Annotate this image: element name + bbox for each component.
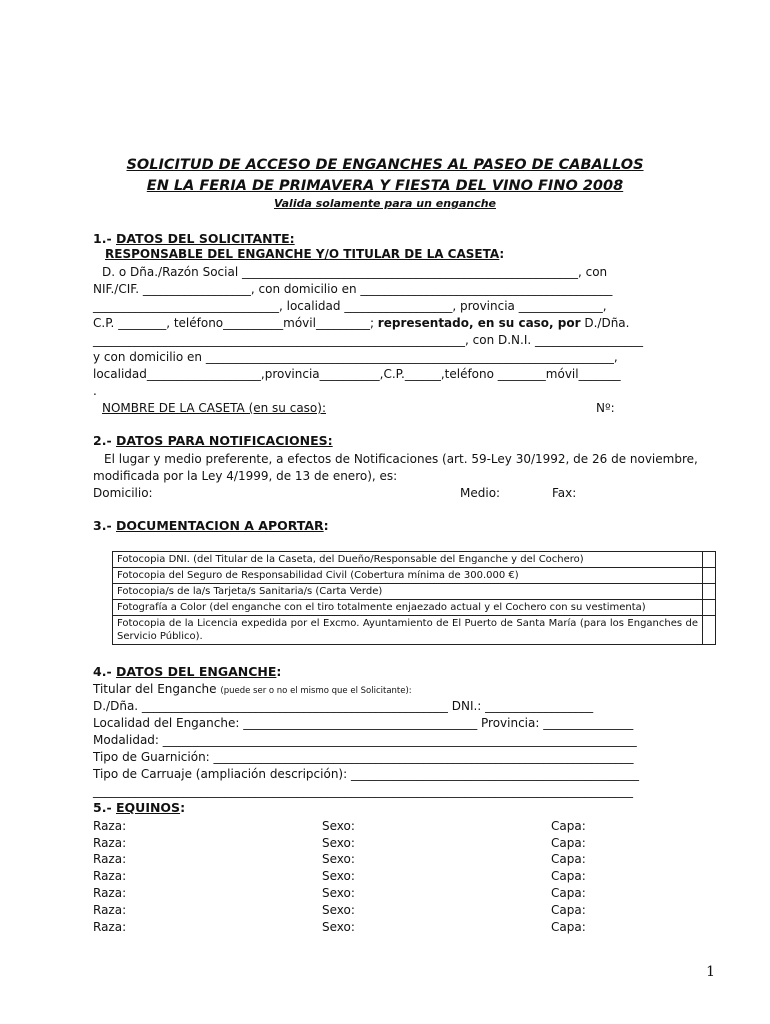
section-4-title: DATOS DEL ENGANCHE xyxy=(116,664,277,679)
section-2-title: DATOS PARA NOTIFICACIONES: xyxy=(116,433,333,448)
document-checkbox[interactable] xyxy=(703,552,716,568)
representado-label: representado, en su caso, por xyxy=(377,316,581,330)
domicilio-label: Domicilio: xyxy=(93,486,153,500)
equino-sexo: Sexo: xyxy=(322,836,355,850)
equino-capa: Capa: xyxy=(551,869,586,883)
equino-capa: Capa: xyxy=(551,852,586,866)
document-checkbox[interactable] xyxy=(703,600,716,616)
section-4-heading: 4.- DATOS DEL ENGANCHE: xyxy=(93,664,282,679)
dot-line: . xyxy=(93,384,97,398)
titular-note: (puede ser o no el mismo que el Solicitante): xyxy=(220,686,412,696)
section-1-heading xyxy=(93,231,295,246)
section-2-heading xyxy=(93,433,333,448)
equino-capa: Capa: xyxy=(551,920,586,934)
section-1-number: 1.- xyxy=(93,231,112,246)
equino-sexo: Sexo: xyxy=(322,886,355,900)
enganche-dna-line: D./Dña. ___________________________________________________ DNI.: __________________ xyxy=(93,699,594,713)
equino-capa: Capa: xyxy=(551,819,586,833)
equino-sexo: Sexo: xyxy=(322,852,355,866)
section-1-title: DATOS DEL SOLICITANTE: xyxy=(116,231,295,246)
document-item: Fotocopia del Seguro de Responsabilidad Civil (Cobertura mínima de 300.000 €) xyxy=(113,568,703,584)
solicitante-cp-line: C.P. ________, teléfono__________móvil_________; representado, en su caso, por D./Dña. xyxy=(93,316,630,330)
caseta-numero-label: Nº: xyxy=(596,401,615,415)
form-title-line-1: SOLICITUD DE ACCESO DE ENGANCHES AL PASEO DE CABALLOS xyxy=(126,157,644,173)
enganche-guarnicion-line: Tipo de Guarnición: ______________________________________________________________________ xyxy=(93,750,634,764)
equino-sexo: Sexo: xyxy=(322,819,355,833)
section-3-title: DOCUMENTACION A APORTAR xyxy=(116,518,324,533)
representante-domicilio-line: y con domicilio en ____________________________________________________________________, xyxy=(93,350,618,364)
section-5-heading: 5.- EQUINOS: xyxy=(93,800,186,815)
document-item: Fotografía a Color (del enganche con el tiro totalmente enjaezado actual y el Cochero con su vestimenta) xyxy=(113,600,703,616)
caseta-label: NOMBRE DE LA CASETA (en su caso): xyxy=(102,401,326,415)
section-5-number: 5.- xyxy=(93,800,112,815)
section-4-number: 4.- xyxy=(93,664,112,679)
section-1-subheading: RESPONSABLE DEL ENGANCHE Y/O TITULAR DE LA CASETA: xyxy=(105,247,505,261)
equino-sexo: Sexo: xyxy=(322,920,355,934)
medio-label: Medio: xyxy=(460,486,501,500)
table-row xyxy=(113,616,716,645)
section-5-title: EQUINOS xyxy=(116,800,181,815)
enganche-localidad-line: Localidad del Enganche: _______________________________________ Provincia: _______________ xyxy=(93,716,634,730)
equino-raza: Raza: xyxy=(93,869,127,883)
equino-capa: Capa: xyxy=(551,903,586,917)
document-checkbox[interactable] xyxy=(703,568,716,584)
documentation-table xyxy=(112,551,716,645)
equino-raza: Raza: xyxy=(93,852,127,866)
representante-dni-line: ______________________________________________________________, con D.N.I. __________________ xyxy=(93,333,644,347)
table-row xyxy=(113,568,716,584)
equino-raza: Raza: xyxy=(93,819,127,833)
equino-raza: Raza: xyxy=(93,903,127,917)
titular-enganche-line: Titular del Enganche (puede ser o no el mismo que el Solicitante): xyxy=(93,682,412,696)
enganche-modalidad-line: Modalidad: _______________________________________________________________________________ xyxy=(93,733,637,747)
representante-localidad-line: localidad___________________,provincia__________,C.P.______,teléfono ________móvil_______ xyxy=(93,367,621,381)
fax-label: Fax: xyxy=(552,486,577,500)
equino-sexo: Sexo: xyxy=(322,903,355,917)
section-1-subheading-text: RESPONSABLE DEL ENGANCHE Y/O TITULAR DE LA CASETA xyxy=(105,247,500,261)
form-title-line-2: EN LA FERIA DE PRIMAVERA Y FIESTA DEL VINO FINO 2008 xyxy=(146,178,624,194)
document-item: Fotocopia DNI. (del Titular de la Caseta, del Dueño/Responsable del Enganche y del Cochero) xyxy=(113,552,703,568)
notificaciones-text-1: El lugar y medio preferente, a efectos de Notificaciones (art. 59-Ley 30/1992, de 26 de noviembre, xyxy=(104,452,698,466)
solicitante-name-line: D. o Dña./Razón Social ________________________________________________________, con xyxy=(102,265,608,279)
equino-sexo: Sexo: xyxy=(322,869,355,883)
equino-raza: Raza: xyxy=(93,920,127,934)
table-row xyxy=(113,584,716,600)
document-item: Fotocopia de la Licencia expedida por el Excmo. Ayuntamiento de El Puerto de Santa María (para los Enganches de Servicio Público). xyxy=(113,616,703,645)
table-row xyxy=(113,600,716,616)
page-number: 1 xyxy=(706,964,715,980)
solicitante-nif-line: NIF./CIF. __________________, con domicilio en __________________________________________ xyxy=(93,282,613,296)
equino-raza: Raza: xyxy=(93,886,127,900)
document-checkbox[interactable] xyxy=(703,616,716,645)
enganche-blank-line: __________________________________________________________________________________________ xyxy=(93,784,633,798)
table-row xyxy=(113,552,716,568)
section-2-number: 2.- xyxy=(93,433,112,448)
equino-capa: Capa: xyxy=(551,836,586,850)
enganche-carruaje-line: Tipo de Carruaje (ampliación descripción): ________________________________________________ xyxy=(93,767,639,781)
document-item: Fotocopia/s de la/s Tarjeta/s Sanitaria/s (Carta Verde) xyxy=(113,584,703,600)
equino-raza: Raza: xyxy=(93,836,127,850)
solicitante-localidad-line: _______________________________, localidad __________________, provincia ______________, xyxy=(93,299,607,313)
section-3-number: 3.- xyxy=(93,518,112,533)
document-checkbox[interactable] xyxy=(703,584,716,600)
form-subtitle: Valida solamente para un enganche xyxy=(273,197,497,210)
equino-capa: Capa: xyxy=(551,886,586,900)
section-3-heading: 3.- DOCUMENTACION A APORTAR: xyxy=(93,518,329,533)
notificaciones-text-2: modificada por la Ley 4/1999, de 13 de enero), es: xyxy=(93,469,398,483)
